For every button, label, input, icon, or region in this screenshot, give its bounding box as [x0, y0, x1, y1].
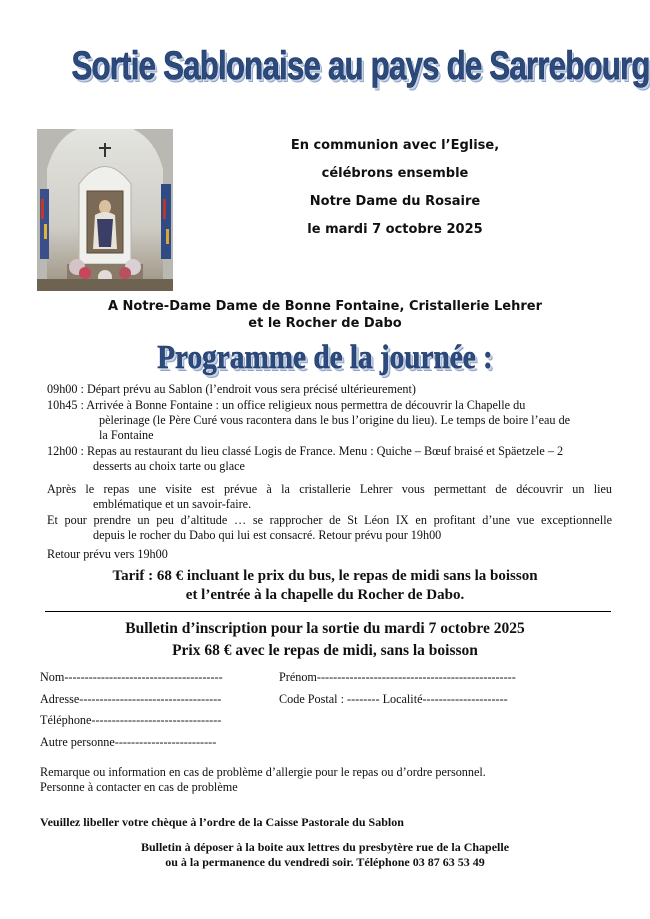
afternoon-paragraph-1: Après le repas une visite est prévue à la cristallerie Lehrer vous permettant de découvrir un lieu [47, 482, 612, 496]
nom-field[interactable]: Nom--------------------------------------- [40, 670, 223, 684]
place-line-1: A Notre-Dame Dame de Bonne Fontaine, Cristallerie Lehrer [107, 299, 543, 314]
schedule-item-arrival-2: pèlerinage (le Père Curé vous racontera dans le bus l’origine du lieu). Le temps de boire l’eau de [99, 413, 571, 427]
adresse-field[interactable]: Adresse----------------------------------- [40, 692, 222, 706]
schedule-item-arrival-1: 10h45 : Arrivée à Bonne Fontaine : un office religieux nous permettra de découvrir la Chapelle du [47, 398, 526, 412]
dabo-paragraph-2: depuis le rocher du Dabo qui lui est consacré. Retour prévu pour 19h00 [93, 528, 442, 542]
chapel-interior-image [37, 129, 173, 291]
deposit-line-2: ou à la permanence du vendredi soir. Téléphone 03 87 63 53 49 [165, 855, 485, 869]
cheque-instruction: Veuillez libeller votre chèque à l’ordre de la Caisse Pastorale du Sablon [40, 815, 404, 829]
intro-line-1: En communion avec l’Eglise, [290, 138, 500, 153]
bulletin-price: Prix 68 € avec le repas de midi, sans la boisson [172, 642, 478, 659]
prenom-field[interactable]: Prénom------------------------------------------------- [279, 670, 516, 684]
schedule-item-departure: 09h00 : Départ prévu au Sablon (l’endroit vous sera précisé ultérieurement) [47, 382, 416, 396]
schedule-item-lunch-1: 12h00 : Repas au restaurant du lieu classé Logis de France. Menu : Quiche – Bœuf braisé et Späetzele – 2 [47, 444, 564, 458]
schedule-item-arrival-3: la Fontaine [99, 428, 154, 442]
afternoon-paragraph-2: emblématique et un savoir-faire. [93, 497, 252, 511]
deposit-line-1: Bulletin à déposer à la boite aux lettres du presbytère rue de la Chapelle [140, 840, 510, 854]
tarif-line-2: et l’entrée à la chapelle du Rocher de Dabo. [185, 587, 465, 603]
return-time: Retour prévu vers 19h00 [47, 547, 168, 561]
programme-title: Programme de la journée : [157, 339, 493, 376]
intro-line-2: célébrons ensemble [321, 166, 469, 181]
code-postal-localite-field[interactable]: Code Postal : -------- Localité--------------------- [279, 692, 508, 706]
chapel-photo [37, 129, 173, 291]
telephone-field[interactable]: Téléphone-------------------------------- [40, 713, 222, 727]
page-title: Sortie Sablonaise au pays de Sarrebourg [71, 44, 650, 88]
divider [45, 611, 611, 612]
autre-personne-field[interactable]: Autre personne------------------------- [40, 735, 217, 749]
schedule-item-lunch-2: desserts au choix tarte ou glace [93, 459, 245, 473]
bulletin-title: Bulletin d’inscription pour la sortie du mardi 7 octobre 2025 [125, 620, 525, 637]
remark-line-1: Remarque ou information en cas de problème d’allergie pour le repas ou d’ordre personnel. [40, 765, 486, 779]
dabo-paragraph-1: Et pour prendre un peu d’altitude … se rapprocher de St Léon IX en profitant d’une vue exceptionnelle [47, 513, 612, 527]
intro-line-3: Notre Dame du Rosaire [309, 194, 481, 209]
remark-line-2: Personne à contacter en cas de problème [40, 780, 238, 794]
tarif-line-1: Tarif : 68 € incluant le prix du bus, le repas de midi sans la boisson [112, 568, 538, 584]
intro-line-4: le mardi 7 octobre 2025 [307, 222, 483, 237]
place-line-2: et le Rocher de Dabo [248, 316, 402, 331]
